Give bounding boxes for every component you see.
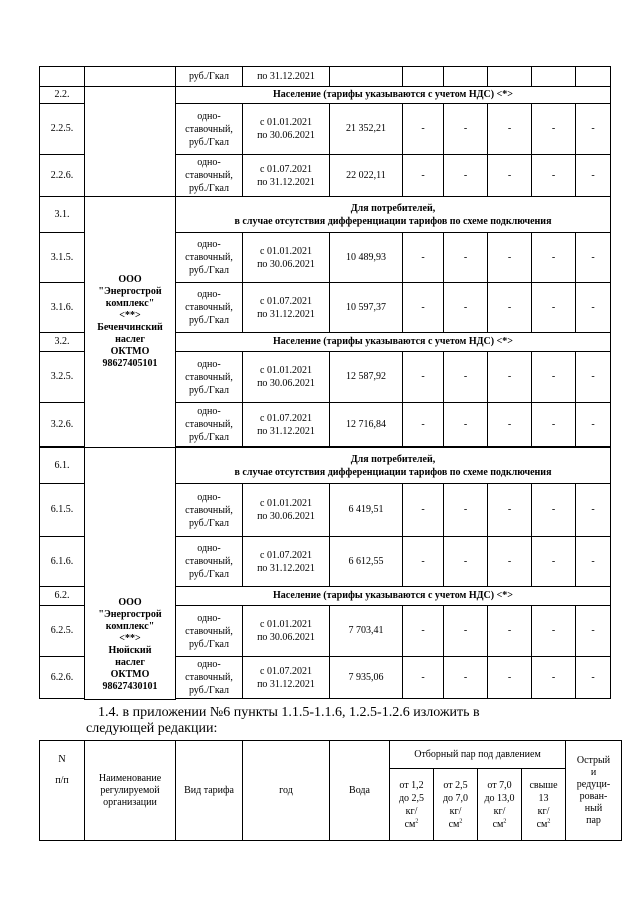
- cell-text: Острый: [576, 754, 611, 766]
- cell-text: одно-: [197, 406, 221, 417]
- cell-text: кг/: [449, 805, 462, 817]
- table-cell: -: [576, 155, 611, 197]
- header-kind: Вид тарифа: [176, 741, 243, 841]
- table-cell: -: [403, 657, 444, 699]
- tariff-table: [39, 66, 611, 700]
- table-cell: 12 587,92: [330, 352, 403, 403]
- cell-text: одно-: [197, 659, 221, 670]
- paragraph-line-1: 1.4. в приложении №6 пункты 1.1.5-1.1.6, 1.2.5-1.2.6 изложить в: [98, 705, 480, 720]
- cell-text: руб./Гкал: [188, 265, 230, 276]
- cell-text: руб./Гкал: [188, 638, 230, 650]
- table-cell: -: [532, 403, 576, 447]
- cell-text: по 31.12.2021: [257, 425, 315, 437]
- table-row: [40, 67, 611, 87]
- table-cell: [243, 403, 330, 447]
- table-cell: [243, 537, 330, 587]
- table-cell: [176, 352, 243, 403]
- cell-text: одно-: [197, 157, 221, 168]
- table-cell: -: [576, 104, 611, 155]
- table-cell: -: [532, 537, 576, 587]
- cell-text: ставочный,: [185, 302, 233, 313]
- header-sharp: [566, 741, 622, 841]
- table-cell: [444, 67, 488, 87]
- table-cell: -: [576, 283, 611, 333]
- cell-text: ставочный,: [185, 170, 233, 181]
- table-cell: 3.1.5.: [40, 233, 85, 283]
- cell-text: с 01.01.2021: [260, 498, 312, 509]
- cell-text: ОКТМО: [110, 346, 150, 357]
- table-cell: -: [488, 104, 532, 155]
- table-cell: [176, 448, 611, 484]
- table-cell: [243, 104, 330, 155]
- table-cell: 12 716,84: [330, 403, 403, 447]
- cell-text: ООО: [118, 596, 142, 608]
- cell-text: руб./Гкал: [188, 569, 230, 580]
- table-cell: [176, 537, 243, 587]
- cell-text: от 7,0: [487, 779, 512, 791]
- table-cell: 6.1.: [40, 448, 85, 484]
- cell-text: ставочный,: [185, 371, 233, 383]
- cell-text: 13: [538, 792, 549, 804]
- cell-text: с 01.07.2021: [260, 163, 312, 175]
- table-cell: -: [576, 657, 611, 699]
- cell-text: руб./Гкал: [188, 183, 230, 194]
- table-cell: -: [532, 283, 576, 333]
- table-cell: 6.1.6.: [40, 537, 85, 587]
- cell-text: ставочный,: [185, 419, 233, 430]
- cell-text: в случае отсутствия дифференциации тарифов по схеме подключения: [234, 215, 552, 227]
- cell-text: <**>: [119, 632, 141, 644]
- cell-text: до 7,0: [442, 792, 469, 804]
- table-cell: Население (тарифы указываются с учетом НДС) <*>: [176, 587, 611, 606]
- table-cell: 2.2.5.: [40, 104, 85, 155]
- table-cell: [532, 67, 576, 87]
- table-cell: -: [444, 606, 488, 657]
- table-cell: -: [488, 606, 532, 657]
- cell-text: кг/: [537, 805, 550, 817]
- table-cell: [40, 67, 85, 87]
- table-cell: [40, 741, 85, 841]
- table-cell: 3.2.: [40, 333, 85, 352]
- cell-text: по 31.12.2021: [257, 678, 315, 690]
- cell-text: по 31.12.2021: [257, 176, 315, 188]
- table-cell: -: [403, 606, 444, 657]
- cell-text: по 30.06.2021: [257, 511, 315, 522]
- cell-text: комплекс": [105, 620, 155, 632]
- table-cell: -: [488, 657, 532, 699]
- cell-text: см: [404, 818, 416, 830]
- table-cell: -: [488, 155, 532, 197]
- cell-text: см: [448, 818, 460, 830]
- table-cell: -: [403, 352, 444, 403]
- table-cell: -: [403, 233, 444, 283]
- cell-text: до 2,5: [398, 792, 425, 804]
- section-row: [40, 448, 611, 484]
- cell-text: от 1,2: [399, 779, 424, 791]
- cell-text: ный: [584, 802, 603, 814]
- cell-text: руб./Гкал: [188, 315, 230, 326]
- org-cell-1: [85, 197, 176, 448]
- table-cell: 7 703,41: [330, 606, 403, 657]
- cell-text: свыше: [529, 779, 558, 791]
- table-cell: 6.2.5.: [40, 606, 85, 657]
- table-cell: -: [403, 155, 444, 197]
- table-cell: -: [488, 233, 532, 283]
- table-cell: -: [403, 403, 444, 447]
- table-cell: [243, 155, 330, 197]
- cell-text: см: [492, 818, 504, 830]
- table-cell: 6.1.5.: [40, 484, 85, 537]
- cell-text: руб./Гкал: [188, 685, 230, 696]
- cell-text: с 01.01.2021: [260, 245, 312, 257]
- cell-text: пар: [586, 814, 601, 826]
- table-cell: -: [488, 352, 532, 403]
- table-cell: -: [532, 606, 576, 657]
- table-cell: 6 419,51: [330, 484, 403, 537]
- header-n: N: [58, 754, 66, 765]
- cell-text: одно-: [197, 358, 221, 370]
- cell-text: Для потребителей,: [350, 202, 436, 214]
- cell-text: ставочный,: [185, 556, 233, 567]
- table-cell: [176, 155, 243, 197]
- pressure-col-3: от 7,0 до 13,0 кг/ $см^2$: [478, 769, 522, 841]
- table-cell: -: [576, 606, 611, 657]
- table-cell: [403, 67, 444, 87]
- table-cell: 2.2.: [40, 87, 85, 104]
- table-cell: [85, 104, 176, 155]
- table-cell: [176, 104, 243, 155]
- cell-text: <**>: [119, 310, 141, 321]
- cell-text: по 30.06.2021: [257, 130, 315, 141]
- table-cell: -: [532, 484, 576, 537]
- table-cell: 6 612,55: [330, 537, 403, 587]
- table-cell: -: [488, 537, 532, 587]
- table-row: [40, 155, 611, 197]
- table-cell: [176, 283, 243, 333]
- table-cell: -: [444, 484, 488, 537]
- cell-text: по 31.12.2021: [257, 562, 315, 574]
- cell-text: наслег: [115, 656, 145, 668]
- table-cell: -: [444, 657, 488, 699]
- cell-text: "Энергострой: [98, 286, 162, 297]
- cell-text: с 01.07.2021: [260, 295, 312, 307]
- table-cell: [243, 283, 330, 333]
- cell-text: с 01.01.2021: [260, 365, 312, 376]
- header-year: год: [243, 741, 330, 841]
- table-cell: [176, 606, 243, 657]
- table-cell: 10 597,37: [330, 283, 403, 333]
- table-cell: [85, 87, 176, 104]
- table-cell: [243, 484, 330, 537]
- table-cell: 2.2.6.: [40, 155, 85, 197]
- table-row: [40, 104, 611, 155]
- table-cell: -: [444, 537, 488, 587]
- table-cell: -: [576, 352, 611, 403]
- table-cell: -: [403, 104, 444, 155]
- header-steam: Отборный пар под давлением: [390, 741, 566, 769]
- table-cell: -: [444, 403, 488, 447]
- cell-text: 98627405101: [102, 358, 158, 369]
- table-cell: Население (тарифы указываются с учетом НДС) <*>: [176, 87, 611, 104]
- cell-text: с 01.07.2021: [260, 412, 312, 424]
- cell-text: одно-: [197, 110, 221, 122]
- table-cell: Население (тарифы указываются с учетом НДС) <*>: [176, 333, 611, 352]
- cell-text: 98627430101: [102, 680, 158, 692]
- table-cell: 21 352,21: [330, 104, 403, 155]
- table-cell: -: [488, 283, 532, 333]
- paragraph-line-2: следующей редакции:: [86, 721, 218, 736]
- table-cell: -: [576, 537, 611, 587]
- table-cell: [243, 657, 330, 699]
- cell-text: Для потребителей,: [350, 453, 436, 465]
- table-cell: [576, 67, 611, 87]
- period-cell: по 31.12.2021: [243, 67, 330, 87]
- table-cell: -: [532, 657, 576, 699]
- cell-text: от 2,5: [443, 779, 468, 791]
- cell-text: с 01.07.2021: [260, 665, 312, 677]
- cell-text: по 30.06.2021: [257, 258, 315, 270]
- cell-text: ставочный,: [185, 252, 233, 263]
- cell-text: руб./Гкал: [188, 432, 230, 443]
- table-cell: -: [444, 104, 488, 155]
- table-cell: [243, 352, 330, 403]
- cell-text: одно-: [197, 612, 221, 624]
- header-table: [39, 740, 622, 841]
- header-org: Наименование регулируемой организации: [85, 741, 176, 841]
- table-cell: -: [444, 155, 488, 197]
- cell-text: и: [590, 766, 597, 778]
- table-cell: [243, 606, 330, 657]
- table-cell: 3.2.5.: [40, 352, 85, 403]
- table-cell: -: [532, 233, 576, 283]
- table-cell: 3.2.6.: [40, 403, 85, 447]
- cell-text: по 31.12.2021: [257, 308, 315, 320]
- table-cell: [40, 699, 85, 700]
- table-cell: 7 935,06: [330, 657, 403, 699]
- table-cell: -: [444, 352, 488, 403]
- cell-text: кг/: [405, 805, 418, 817]
- table-cell: [176, 403, 243, 447]
- table-cell: [85, 67, 176, 87]
- cell-text: руб./Гкал: [188, 136, 230, 148]
- cell-text: до 13,0: [484, 792, 515, 804]
- table-cell: -: [532, 352, 576, 403]
- table-cell: 6.2.6.: [40, 657, 85, 699]
- cell-text: в случае отсутствия дифференциации тарифов по схеме подключения: [234, 466, 552, 478]
- table-cell: [176, 657, 243, 699]
- cell-text: ООО: [118, 274, 142, 285]
- table-cell: -: [488, 484, 532, 537]
- table-cell: 6.2.: [40, 587, 85, 606]
- cell-text: ставочный,: [185, 625, 233, 637]
- cell-text: с 01.07.2021: [260, 549, 312, 561]
- pressure-col-1: от 1,2 до 2,5 кг/ $см^2$: [390, 769, 434, 841]
- cell-text: одно-: [197, 491, 221, 503]
- table-cell: [176, 699, 611, 700]
- cell-text: руб./Гкал: [188, 517, 230, 529]
- table-cell: 3.1.: [40, 197, 85, 233]
- table-cell: [330, 67, 403, 87]
- table-cell: [176, 197, 611, 233]
- table-cell: -: [488, 403, 532, 447]
- table-cell: -: [444, 283, 488, 333]
- cell-text: одно-: [197, 543, 221, 554]
- cell-text: с 01.01.2021: [260, 117, 312, 128]
- cell-text: Нюйский: [108, 644, 152, 656]
- cell-text: по 30.06.2021: [257, 632, 315, 643]
- cell-text: по 30.06.2021: [257, 378, 315, 389]
- cell-text: см: [536, 818, 548, 830]
- pressure-col-2: от 2,5 до 7,0 кг/ $см^2$: [434, 769, 478, 841]
- table-cell: -: [576, 403, 611, 447]
- unit-cell: руб./Гкал: [176, 67, 243, 87]
- cell-text: "Энергострой: [98, 608, 162, 620]
- table-cell: [488, 67, 532, 87]
- table-cell: -: [403, 537, 444, 587]
- section-row: [40, 87, 611, 104]
- section-row: [40, 197, 611, 233]
- table-cell: -: [532, 104, 576, 155]
- cell-text: ставочный,: [185, 672, 233, 683]
- cell-text: одно-: [197, 289, 221, 300]
- pressure-col-4: свыше 13 кг/ $см^2$: [522, 769, 566, 841]
- header-np: п/п: [55, 775, 69, 786]
- table-cell: 10 489,93: [330, 233, 403, 283]
- cell-text: ОКТМО: [110, 668, 150, 680]
- cell-text: руб./Гкал: [188, 384, 230, 396]
- cell-text: комплекс": [105, 298, 155, 309]
- table-cell: 3.1.6.: [40, 283, 85, 333]
- cell-text: с 01.01.2021: [260, 619, 312, 630]
- table-cell: 22 022,11: [330, 155, 403, 197]
- cell-text: Беченчинский: [97, 322, 163, 333]
- table-cell: [85, 155, 176, 197]
- header-water: Вода: [330, 741, 390, 841]
- table-cell: -: [444, 233, 488, 283]
- table-cell: -: [576, 233, 611, 283]
- table-cell: [243, 233, 330, 283]
- cell-text: ставочный,: [185, 123, 233, 135]
- table-cell: -: [403, 283, 444, 333]
- cell-text: одно-: [197, 239, 221, 250]
- cell-text: редуци-: [576, 778, 611, 790]
- table-cell: -: [532, 155, 576, 197]
- table-cell: [176, 233, 243, 283]
- table-cell: [176, 484, 243, 537]
- cell-text: ставочный,: [185, 504, 233, 516]
- table-cell: -: [403, 484, 444, 537]
- cell-text: кг/: [493, 805, 506, 817]
- cell-text: наслег: [115, 334, 145, 345]
- cell-text: рован-: [579, 790, 608, 802]
- org-cell-2: [85, 448, 176, 700]
- table-cell: -: [576, 484, 611, 537]
